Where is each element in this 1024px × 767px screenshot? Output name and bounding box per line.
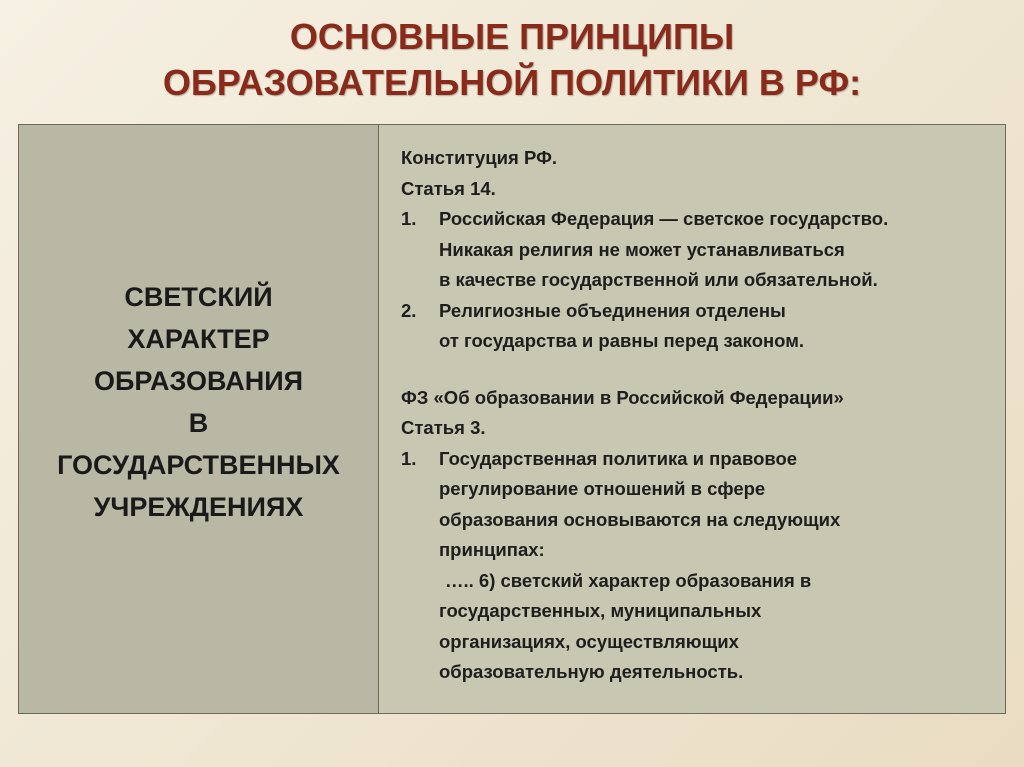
principles-table: [18, 124, 1006, 714]
item-line: Никакая религия не может устанавливаться: [439, 238, 845, 260]
constitution-source: Конституция РФ.: [401, 147, 558, 168]
item-line: принципах:: [439, 539, 545, 560]
sub-item-line: ….. 6) светский характер образования в: [445, 569, 812, 591]
item-number: 2.: [401, 299, 417, 321]
legal-basis-cell: [379, 125, 1005, 713]
item-line: Религиозные объединения отделены: [439, 299, 786, 321]
law-item-1: [401, 444, 1005, 688]
slide-title: [0, 14, 1024, 106]
law-source: ФЗ «Об образовании в Российской Федерации»: [401, 386, 844, 408]
principle-line: УЧРЕЖДЕНИЯХ: [93, 492, 304, 522]
principle-line: В: [188, 408, 209, 438]
constitution-article: Статья 14.: [401, 177, 496, 199]
item-line: организациях, осуществляющих: [439, 630, 739, 652]
item-line: в качестве государственной или обязательной.: [439, 269, 878, 290]
item-line: Российская Федерация — светское государство.: [439, 208, 889, 229]
title-line-1: ОСНОВНЫЕ ПРИНЦИПЫ: [289, 16, 735, 57]
principle-line: ГОСУДАРСТВЕННЫХ: [57, 450, 340, 480]
item-line: государственных, муниципальных: [439, 600, 762, 621]
principle-cell: [19, 125, 379, 713]
item-line: регулирование отношений в сфере: [439, 478, 766, 499]
item-line: от государства и равны перед законом.: [439, 330, 805, 351]
section-gap: [401, 357, 1005, 383]
principle-line: ОБРАЗОВАНИЯ: [93, 366, 304, 396]
item-number: 1.: [401, 208, 417, 229]
item-number: 1.: [401, 447, 417, 469]
item-line: образования основываются на следующих: [439, 508, 841, 530]
law-article: Статья 3.: [401, 417, 486, 438]
item-line: образовательную деятельность.: [439, 661, 744, 682]
item-line: Государственная политика и правовое: [439, 447, 798, 469]
title-line-2: ОБРАЗОВАТЕЛЬНОЙ ПОЛИТИКИ В РФ:: [162, 62, 862, 103]
constitution-item-1: [401, 204, 1005, 296]
constitution-item-2: [401, 296, 1005, 357]
principle-text: [57, 276, 340, 528]
principle-line: ХАРАКТЕР: [127, 324, 270, 354]
principle-line: СВЕТСКИЙ: [124, 282, 273, 312]
